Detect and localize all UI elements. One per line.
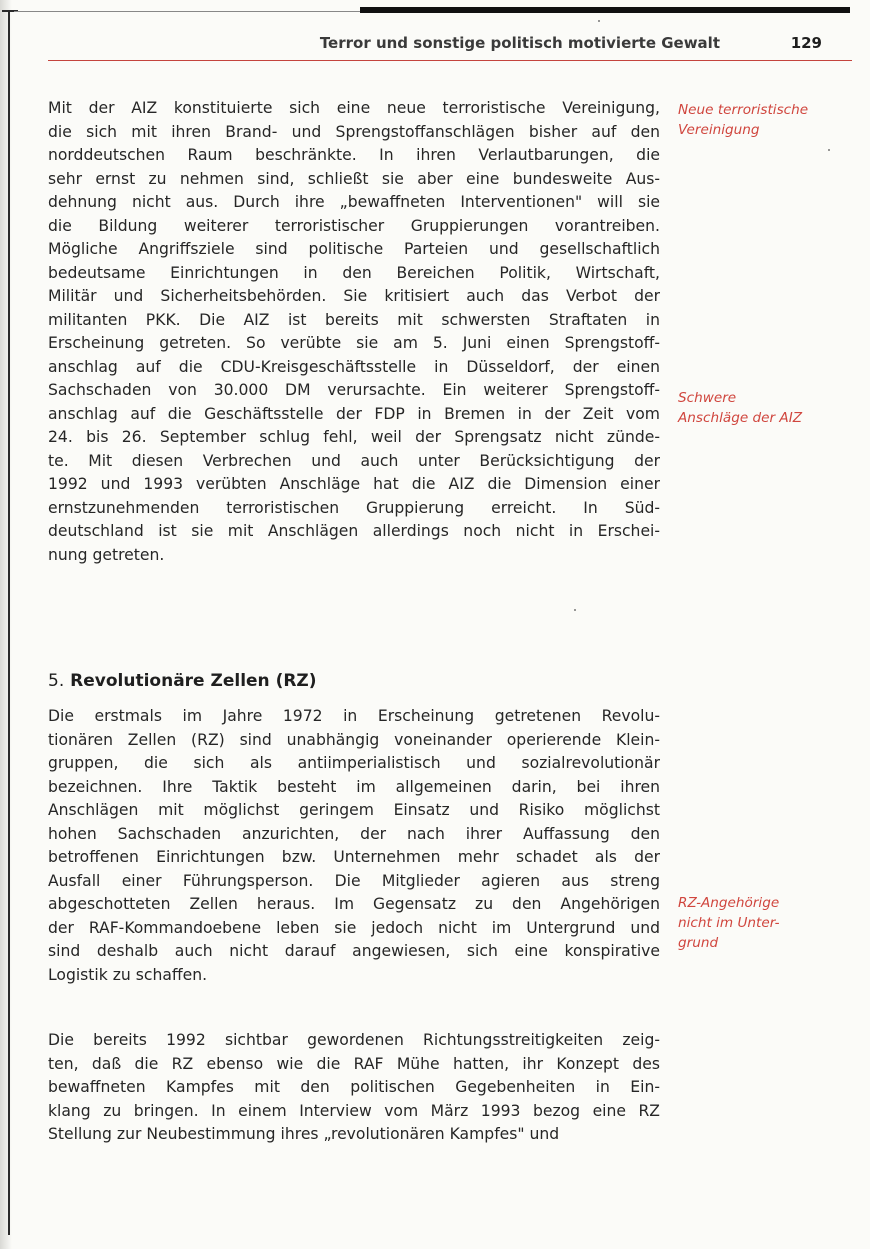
page-binding-shadow [0,0,12,1249]
text-line: hohen Sachschaden anzurichten, der nach ihrer Auffassung den [48,824,660,843]
binding-line [8,10,10,1235]
text-line: Anschlägen mit möglichst geringem Einsatz und Risiko möglichst [48,801,660,819]
text-line: sind deshalb auch nicht darauf angewiesen, sich eine konspirative [48,942,660,960]
text-line: sehr ernst zu nehmen sind, schließt sie aber eine bundesweite Aus- [48,169,660,188]
text-line: Sachschaden von 30.000 DM verursachte. Ein weiterer Sprengstoff- [48,381,660,399]
text-line: Militär und Sicherheitsbehörden. Sie kritisiert auch das Verbot der [48,287,660,305]
margin-note-line: Anschläge der AIZ [678,410,803,426]
text-line: Stellung zur Neubestimmung ihres „revolutionären Kampfes" und [48,1125,560,1143]
paragraph-rz-disputes [48,1029,660,1147]
text-line: dehnung nicht aus. Durch ihre „bewaffneten Interventionen" will sie [48,193,660,211]
text-line: betroffenen Einrichtungen bzw. Unternehmen mehr schadet als der [48,848,660,866]
text-line: bewaffneten Kampfes mit den politischen Gegebenheiten in Ein- [48,1078,660,1096]
paragraph-rz-intro [48,705,660,987]
top-rule-thin [14,11,360,12]
paragraph-aiz [48,97,660,567]
text-line: militanten PKK. Die AIZ ist bereits mit schwersten Straftaten in [48,310,660,329]
section-title: Revolutionäre Zellen (RZ) [70,671,317,691]
text-line: norddeutschen Raum beschränkte. In ihren Verlautbarungen, die [48,146,660,164]
paper-speck [828,149,830,151]
text-line: deutschland ist sie mit Anschlägen allerdings noch nicht in Erschei- [48,522,660,540]
text-line: Logistik zu schaffen. [48,965,208,984]
running-title: Terror und sonstige politisch motivierte Gewalt [319,34,720,52]
margin-note-new-terrorist-group [678,100,848,140]
text-line: te. Mit diesen Verbrechen und auch unter Berücksichtigung der [48,451,660,470]
margin-note-line: RZ-Angehörige [678,895,780,911]
text-line: ernstzunehmenden terroristischen Gruppierung erreicht. In Süd- [48,498,660,517]
margin-note-line: nicht im Unter- [678,915,780,931]
text-line: gruppen, die sich als antiimperialistisch und sozialrevolutionär [48,754,660,772]
text-line: bezeichnen. Ihre Taktik besteht im allgemeinen darin, bei ihren [48,777,660,796]
text-line: Die bereits 1992 sichtbar gewordenen Richtungsstreitigkeiten zeig- [48,1031,660,1049]
text-line: Mögliche Angriffsziele sind politische Parteien und gesellschaftlich [48,240,660,258]
margin-note-line: Schwere [678,390,737,406]
text-line: Ausfall einer Führungsperson. Die Mitglieder agieren aus streng [48,871,660,890]
text-line: Mit der AIZ konstituierte sich eine neue terroristische Vereinigung, [48,99,660,117]
text-line: Erscheinung getreten. So verübte sie am 5. Juni einen Sprengstoff- [48,334,660,352]
text-line: die sich mit ihren Brand- und Sprengstoffanschlägen bisher auf den [48,122,660,141]
margin-note-rz-members [678,893,848,953]
page-number: 129 [790,34,822,52]
margin-note-line: Vereinigung [678,122,760,138]
text-line: Die erstmals im Jahre 1972 in Erscheinung getretenen Revolu- [48,707,660,725]
margin-note-line: grund [678,935,719,951]
text-line: ten, daß die RZ ebenso wie die RAF Mühe hatten, ihr Konzept des [48,1054,660,1073]
section-number: 5. [48,671,65,691]
margin-note-line: Neue terroristische [678,102,809,118]
page-header [48,34,822,56]
text-line: 1992 und 1993 verübten Anschläge hat die AIZ die Dimension einer [48,475,660,493]
text-line: der RAF-Kommandoebene leben sie jedoch nicht im Untergrund und [48,918,660,937]
text-line: anschlag auf die CDU-Kreisgeschäftsstelle in Düsseldorf, der einen [48,357,660,376]
text-line: 24. bis 26. September schlug fehl, weil der Sprengsatz nicht zünde- [48,428,660,446]
text-line: abgeschotteten Zellen heraus. Im Gegensatz zu den Angehörigen [48,895,660,913]
paper-speck [574,609,576,611]
section-heading [48,671,317,691]
text-line: klang zu bringen. In einem Interview vom März 1993 bezog eine RZ [48,1101,660,1120]
top-rule-thick [360,7,850,13]
text-line: tionären Zellen (RZ) sind unabhängig voneinander operierende Klein- [48,730,660,749]
text-line: nung getreten. [48,545,165,564]
text-line: anschlag auf die Geschäftsstelle der FDP in Bremen in der Zeit vom [48,404,660,423]
margin-note-serious-attacks [678,388,848,428]
text-line: bedeutsame Einrichtungen in den Bereichen Politik, Wirtschaft, [48,263,660,282]
header-rule [48,60,852,61]
paper-speck [598,20,600,22]
text-line: die Bildung weiterer terroristischer Gruppierungen vorantreiben. [48,216,660,235]
